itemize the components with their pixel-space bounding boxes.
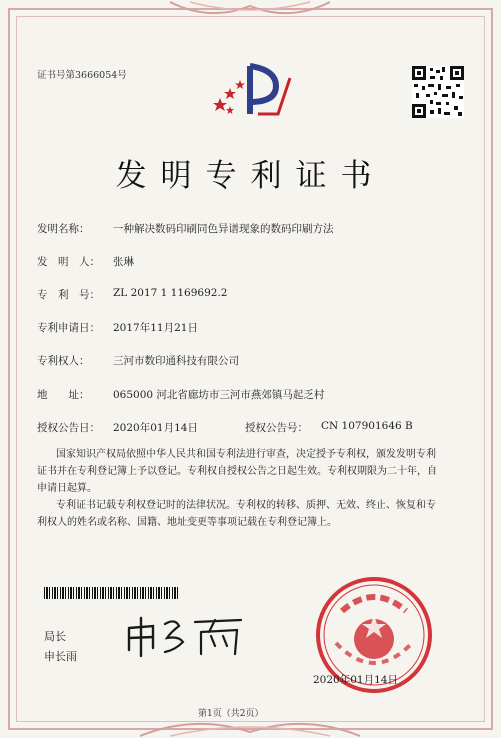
paragraph-2-line-2: 利权人的姓名或名称、国籍、地址变更等事项记载在专利登记簿上。	[37, 517, 337, 528]
seal-date: 2020年01月14日	[313, 674, 398, 686]
patentee: 三河市数印通科技有限公司	[113, 355, 239, 367]
grant-date-label: 授权公告日：	[37, 422, 100, 434]
grant-number: CN 107901646 B	[321, 420, 413, 432]
filing-date: 2017年11月21日	[113, 322, 198, 334]
director-signature	[123, 610, 253, 660]
patent-number-label: 专 利 号：	[37, 289, 100, 301]
paragraph-2-line-1: 专利证书记载专利权登记时的法律状况。专利权的转移、质押、无效、终止、恢复和专	[56, 500, 436, 511]
address: 065000 河北省廊坊市三河市燕郊镇马起乏村	[113, 389, 325, 401]
inventor-label: 发 明 人：	[37, 256, 100, 268]
page-footer: 第1页（共2页）	[198, 709, 264, 719]
certificate-title: 发明专利证书	[115, 158, 386, 194]
paragraph-1-line-3: 申请日起算。	[37, 483, 97, 494]
director-title: 局长	[44, 630, 66, 643]
qr-code	[412, 66, 464, 118]
patent-number: ZL 2017 1 1169692.2	[113, 287, 228, 299]
paragraph-1-line-1: 国家知识产权局依照中华人民共和国专利法进行审查，决定授予专利权，颁发发明专利	[56, 449, 436, 460]
invention-name: 一种解决数码印刷同色异谱现象的数码印刷方法	[113, 223, 334, 235]
invention-name-label: 发明名称：	[37, 223, 90, 235]
inventor: 张琳	[113, 256, 134, 268]
cnipa-logo	[206, 58, 298, 120]
filing-date-label: 专利申请日：	[37, 322, 100, 334]
barcode	[44, 587, 179, 599]
director-name: 申长雨	[44, 650, 77, 663]
certificate-number: 证书号第3666054号	[37, 70, 127, 81]
grant-date: 2020年01月14日	[113, 422, 198, 434]
address-label: 地 址：	[37, 389, 90, 401]
patentee-label: 专利权人：	[37, 355, 90, 367]
grant-number-label: 授权公告号：	[245, 422, 308, 434]
paragraph-1-line-2: 证书并在专利登记簿上予以登记。专利权自授权公告之日起生效。专利权期限为二十年，自	[37, 466, 437, 477]
top-ornament	[170, 0, 330, 24]
